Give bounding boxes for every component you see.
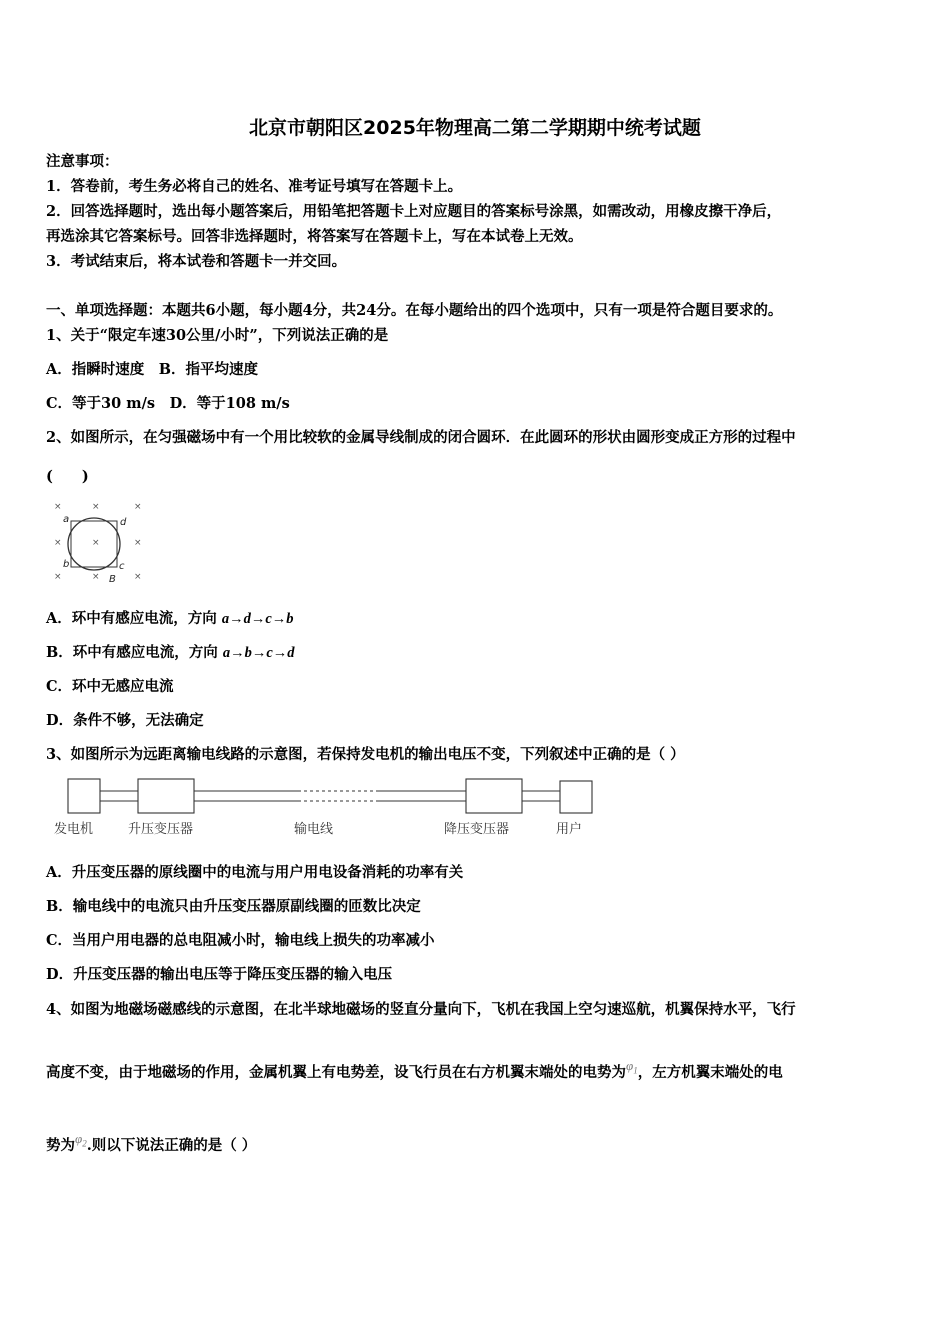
power-transmission-figure	[48, 775, 608, 839]
label-step-down: 降压变压器	[444, 822, 510, 837]
field-cross: ×	[92, 572, 100, 582]
step-down-transformer-box	[466, 779, 522, 813]
notice-item: 3．考试结束后，将本试卷和答题卡一并交回。	[46, 253, 347, 270]
phi-1-symbol: $\varphi_1$	[626, 1058, 638, 1076]
page-title: 北京市朝阳区2025年物理高二第二学期期中统考试题	[249, 117, 701, 139]
field-cross: ×	[92, 538, 100, 548]
question-2-option-d: D．条件不够，无法确定	[46, 712, 204, 729]
notice-heading: 注意事项：	[46, 153, 119, 170]
field-cross: ×	[134, 572, 142, 582]
field-cross: ×	[54, 502, 62, 512]
magnetic-ring-figure	[46, 497, 150, 589]
label-B: B	[109, 574, 116, 585]
current-path: a→d→c→b	[221, 611, 294, 627]
question-1-stem: 1、关于“限定车速30公里/小时”，下列说法正确的是	[46, 327, 389, 344]
phi-2-symbol: $\varphi_2$	[75, 1131, 87, 1149]
question-4-line-1: 4、如图为地磁场磁感线的示意图，在北半球地磁场的竖直分量向下，飞机在我国上空匀速巡航，机翼保持水平，飞行	[46, 1001, 796, 1018]
question-2-stem: 2、如图所示，在匀强磁场中有一个用比较软的金属导线制成的闭合圆环．在此圆环的形状由圆形变成正方形的过程中	[46, 429, 796, 446]
question-2-option-b: B．环中有感应电流，方向 a→b→c→d	[46, 644, 295, 661]
label-c: c	[119, 561, 125, 572]
question-1-options-cd: C．等于30 m/s D．等于108 m/s	[46, 395, 290, 412]
question-3-option-b: B．输电线中的电流只由升压变压器原副线圈的匝数比决定	[46, 898, 421, 915]
question-2-blank: ( )	[46, 468, 89, 485]
question-3-option-d: D．升压变压器的输出电压等于降压变压器的输入电压	[46, 966, 393, 983]
question-4-line-3: 势为$\varphi_2$.则以下说法正确的是（ ）	[46, 1131, 257, 1154]
section-heading: 一、单项选择题：本题共6小题，每小题4分，共24分。在每小题给出的四个选项中，只有一项是符合题目要求的。	[46, 302, 783, 319]
notice-item: 1．答卷前，考生务必将自己的姓名、准考证号填写在答题卡上。	[46, 178, 463, 195]
label-a: a	[63, 514, 70, 525]
question-1-options-ab: A．指瞬时速度 B．指平均速度	[46, 361, 259, 378]
field-cross: ×	[134, 502, 142, 512]
notice-item: 再选涂其它答案标号。回答非选择题时，将答案写在答题卡上，写在本试卷上无效。	[46, 228, 583, 245]
question-4-line-2: 高度不变，由于地磁场的作用，金属机翼上有电势差，设飞行员在右方机翼末端处的电势为$\varphi_1$，左方机翼末端处的电	[46, 1058, 783, 1081]
label-user: 用户	[556, 822, 583, 837]
question-3-option-a: A．升压变压器的原线圈中的电流与用户用电设备消耗的功率有关	[46, 864, 464, 881]
label-step-up: 升压变压器	[128, 822, 194, 837]
step-up-transformer-box	[138, 779, 194, 813]
field-cross: ×	[134, 538, 142, 548]
notice-item: 2．回答选择题时，选出每小题答案后，用铅笔把答题卡上对应题目的答案标号涂黑，如需改动，用橡皮擦干净后，	[46, 203, 782, 220]
label-generator: 发电机	[54, 822, 94, 837]
label-d: d	[120, 517, 127, 528]
question-2-option-c: C．环中无感应电流	[46, 678, 174, 695]
generator-box	[68, 779, 100, 813]
label-line: 输电线	[294, 822, 334, 837]
question-2-option-a: A．环中有感应电流，方向 a→d→c→b	[46, 610, 294, 627]
user-box	[560, 781, 592, 813]
current-path: a→b→c→d	[222, 645, 295, 661]
field-cross: ×	[54, 538, 62, 548]
field-cross: ×	[92, 502, 100, 512]
field-cross: ×	[54, 572, 62, 582]
question-3-option-c: C．当用户用电器的总电阻减小时，输电线上损失的功率减小	[46, 932, 435, 949]
label-b: b	[63, 559, 70, 570]
question-3-stem: 3、如图所示为远距离输电线路的示意图，若保持发电机的输出电压不变，下列叙述中正确的是（ ）	[46, 746, 685, 763]
